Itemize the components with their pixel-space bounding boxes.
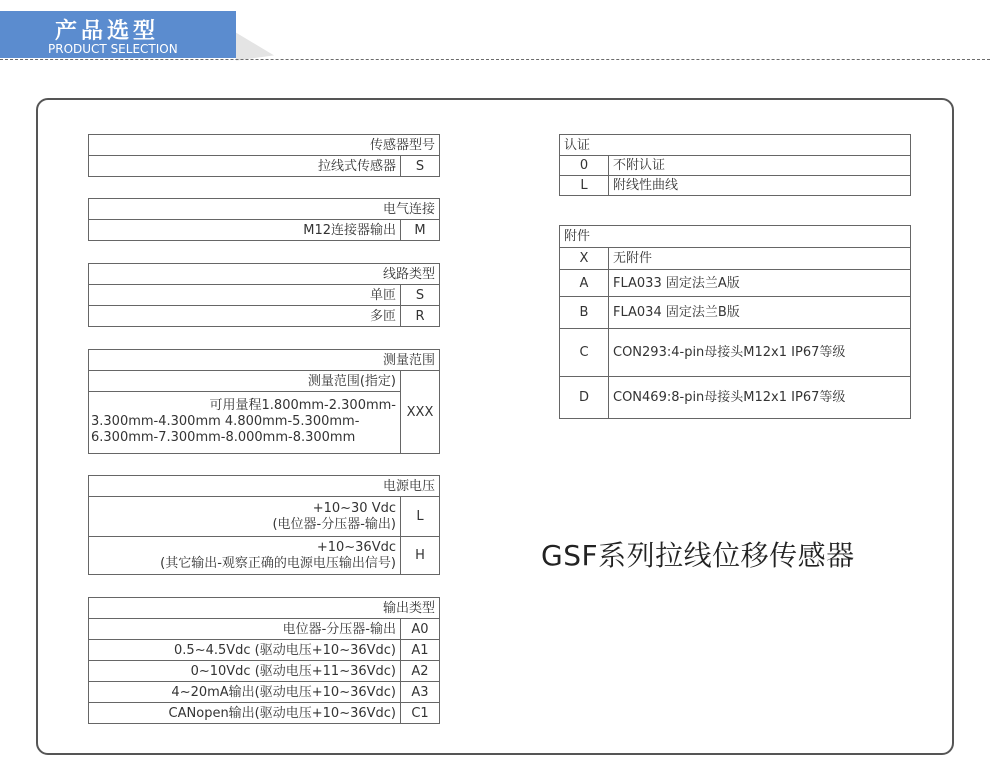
output-type-table <box>88 597 440 724</box>
voltage-option <box>89 537 401 575</box>
range-line: 6.300mm-7.300mm-8.000mm-8.300mm <box>91 429 356 445</box>
table-heading: 认证 <box>560 135 911 156</box>
table-heading: 电气连接 <box>89 199 440 220</box>
option-code: S <box>401 285 440 306</box>
header-shadow <box>236 27 274 60</box>
table-heading: 附件 <box>560 226 911 248</box>
option-label: CON469:8-pin母接头M12x1 IP67等级 <box>609 377 911 419</box>
option-label: 0.5~4.5Vdc (驱动电压+10~36Vdc) <box>89 640 401 661</box>
option-label: M12连接器输出 <box>89 220 401 241</box>
option-code: L <box>401 497 440 537</box>
option-label: 0~10Vdc (驱动电压+11~36Vdc) <box>89 661 401 682</box>
range-sublabel: 测量范围(指定) <box>89 371 401 392</box>
option-label: 4~20mA输出(驱动电压+10~36Vdc) <box>89 682 401 703</box>
option-label: 单匝 <box>89 285 401 306</box>
table-heading: 测量范围 <box>89 350 440 371</box>
option-code: A0 <box>401 619 440 640</box>
table-heading: 电源电压 <box>89 476 440 497</box>
voltage-line: (其它输出-观察正确的电源电压输出信号) <box>160 555 396 571</box>
header-divider <box>0 59 990 60</box>
option-label: FLA034 固定法兰B版 <box>609 297 911 329</box>
table-heading: 传感器型号 <box>89 135 440 156</box>
range-values <box>89 392 401 454</box>
option-code: C <box>560 329 609 377</box>
circuit-type-table <box>88 263 440 327</box>
option-code: A1 <box>401 640 440 661</box>
option-code: S <box>401 156 440 177</box>
option-code: X <box>560 248 609 270</box>
supply-voltage-table <box>88 475 440 575</box>
accessories-table <box>559 225 911 419</box>
voltage-line: (电位器-分压器-输出) <box>272 516 396 532</box>
option-code: D <box>560 377 609 419</box>
option-label: CON293:4-pin母接头M12x1 IP67等级 <box>609 329 911 377</box>
voltage-option <box>89 497 401 537</box>
table-heading: 线路类型 <box>89 264 440 285</box>
option-code: A2 <box>401 661 440 682</box>
option-label: 无附件 <box>609 248 911 270</box>
option-label: CANopen输出(驱动电压+10~36Vdc) <box>89 703 401 724</box>
option-code: B <box>560 297 609 329</box>
voltage-line: +10~36Vdc <box>316 539 396 555</box>
range-line: 3.300mm-4.300mm 4.800mm-5.300mm- <box>91 413 360 429</box>
option-code: XXX <box>401 371 440 454</box>
measurement-range-table <box>88 349 440 454</box>
header-subtitle: PRODUCT SELECTION <box>48 42 178 56</box>
option-label: 多匝 <box>89 306 401 327</box>
product-name: GSF系列拉线位移传感器 <box>541 539 855 572</box>
option-label: 附线性曲线 <box>609 176 911 196</box>
option-code: A <box>560 270 609 297</box>
certification-table <box>559 134 911 196</box>
option-code: A3 <box>401 682 440 703</box>
range-line: 可用量程1.800mm-2.300mm- <box>209 397 396 413</box>
sensor-model-table <box>88 134 440 177</box>
option-label: 电位器-分压器-输出 <box>89 619 401 640</box>
option-code: M <box>401 220 440 241</box>
option-code: R <box>401 306 440 327</box>
option-label: 不附认证 <box>609 156 911 176</box>
option-label: FLA033 固定法兰A版 <box>609 270 911 297</box>
option-code: L <box>560 176 609 196</box>
table-heading: 输出类型 <box>89 598 440 619</box>
option-code: H <box>401 537 440 575</box>
voltage-line: +10~30 Vdc <box>312 500 396 516</box>
header-title: 产品选型 <box>55 19 160 44</box>
option-label: 拉线式传感器 <box>89 156 401 177</box>
electrical-connection-table <box>88 198 440 241</box>
option-code: 0 <box>560 156 609 176</box>
option-code: C1 <box>401 703 440 724</box>
